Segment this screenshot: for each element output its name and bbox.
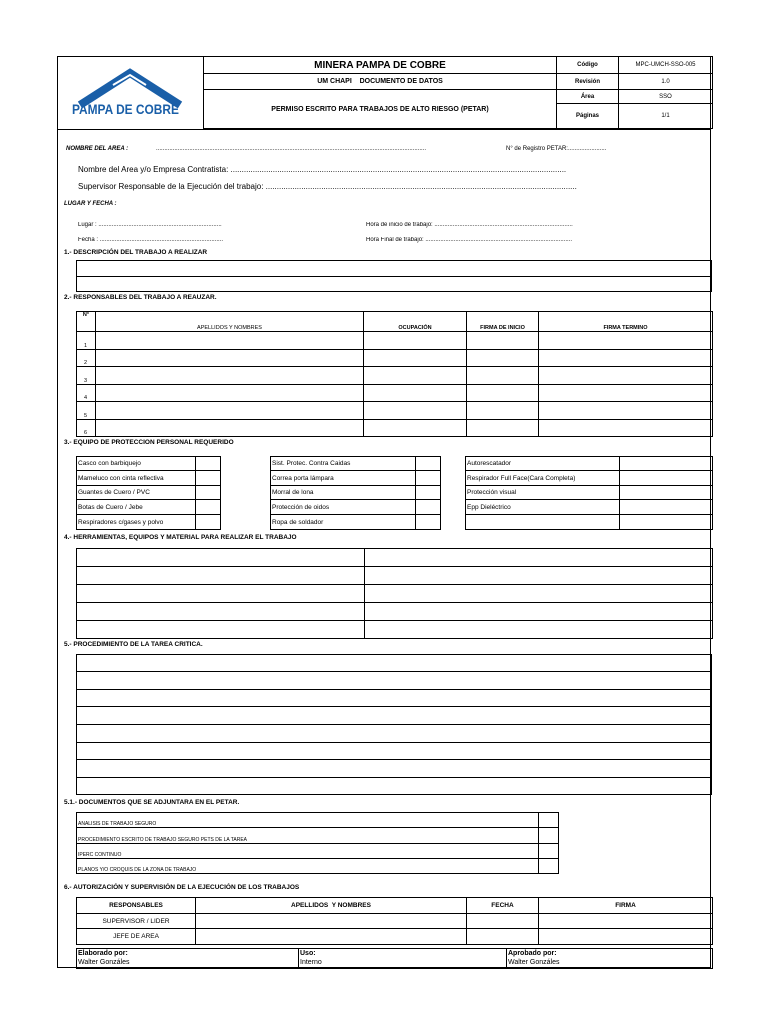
epp-item: [466, 515, 620, 530]
table-cell[interactable]: [196, 914, 467, 929]
descripcion-table: [76, 260, 712, 292]
documento-item: PROCEDIMIENTO ESCRITO DE TRABAJO SEGURO PETS DE LA TAREA: [77, 828, 539, 844]
table-cell[interactable]: [365, 621, 713, 639]
table-cell[interactable]: [467, 420, 539, 437]
area-value: SSO: [619, 90, 713, 104]
table-cell[interactable]: [96, 402, 364, 420]
epp-item: Ropa de soldador: [271, 515, 416, 530]
nombre-area-dots: ..................................................................................................................................................................: [156, 146, 427, 152]
col-ocupacion: OCUPACIÓN: [364, 312, 467, 332]
col-firma-inicio: FIRMA DE INICIO: [467, 312, 539, 332]
paginas-value: 1/1: [619, 104, 713, 129]
hora-final-line: Hora Final de trabajo: ........................................................................................: [366, 237, 573, 243]
gap: [221, 457, 271, 471]
table-cell[interactable]: [539, 367, 713, 385]
mountain-logo-icon: [58, 57, 203, 129]
elaborado-label: Elaborado por:: [78, 950, 128, 957]
table-cell[interactable]: [539, 350, 713, 367]
epp-item: Correa porta lámpara: [271, 471, 416, 486]
table-cell[interactable]: [539, 402, 713, 420]
header-table: [203, 56, 713, 129]
epp-item: Protección de oidos: [271, 500, 416, 515]
supervisor-line: Supervisor Responsable de la Ejecución del trabajo: ............................................................................................................................................: [78, 182, 577, 191]
empresa-line: Nombre del Area y/o Empresa Contratista: .......................................................................................................................................................: [78, 165, 567, 174]
epp-item: Respiradores c/gases y polvo: [77, 515, 196, 530]
aprobado-value: Walter Gonzáles: [508, 959, 560, 966]
table-cell[interactable]: [365, 549, 713, 567]
responsable-jefe: JEFE DE AREA: [77, 929, 196, 945]
gap: [221, 500, 271, 515]
documento-check[interactable]: [539, 828, 559, 844]
epp-check[interactable]: [196, 457, 221, 471]
epp-item: Respirador Full Face(Cara Completa): [466, 471, 620, 486]
table-cell[interactable]: [539, 332, 713, 350]
table-cell[interactable]: [364, 420, 467, 437]
documento-check[interactable]: [539, 813, 559, 828]
table-cell[interactable]: [365, 603, 713, 621]
epp-check[interactable]: [416, 486, 441, 500]
procedimiento-table: [76, 654, 712, 795]
table-cell[interactable]: [467, 332, 539, 350]
paginas-label: Páginas: [557, 104, 619, 129]
col-firma: FIRMA: [539, 898, 713, 914]
aprobado-cell: [507, 949, 713, 969]
epp-item: Casco con barbiquejo: [77, 457, 196, 471]
lugar-line: Lugar : ..........................................................................: [78, 222, 222, 228]
elaborado-value: Walter Gonzáles: [78, 959, 130, 966]
documento-check[interactable]: [539, 859, 559, 874]
documento-check[interactable]: [539, 844, 559, 859]
table-cell[interactable]: [539, 914, 713, 929]
section-2-title: 2.- RESPONSABLES DEL TRABAJO A REAUZAR.: [64, 294, 217, 301]
section-6-title: 6.- AUTORIZACIÓN Y SUPERVISIÓN DE LA EJECUCIÓN DE LOS TRABAJOS: [64, 884, 300, 891]
area-label: Área: [557, 90, 619, 104]
hora-inicio-line: Hora de inicio de trabajo: ...................................................................................: [366, 222, 573, 228]
elaborado-cell: [77, 949, 299, 969]
table-cell[interactable]: [96, 350, 364, 367]
documento-item: ANALISIS DE TRABAJO SEGURO: [77, 813, 539, 828]
documento-item: PLANOS Y/O CROQUIS DE LA ZONA DE TRABAJO: [77, 859, 539, 874]
gap: [221, 486, 271, 500]
epp-item: Epp Dieléctrico: [466, 500, 620, 515]
table-cell[interactable]: [539, 385, 713, 402]
procedimiento-line[interactable]: [77, 707, 712, 725]
nombre-area-label: NOMBRE DEL AREA :: [66, 146, 129, 152]
epp-item: Protección visual: [466, 486, 620, 500]
lugar-fecha-title: LUGAR Y FECHA :: [64, 201, 117, 207]
epp-check[interactable]: [416, 500, 441, 515]
row-number: 1: [77, 332, 96, 350]
gap: [441, 515, 466, 530]
table-cell[interactable]: [365, 567, 713, 585]
section-4-title: 4.- HERRAMIENTAS, EQUIPOS Y MATERIAL PARA REALIZAR EL TRABAJO: [64, 534, 297, 541]
logo: [58, 57, 203, 129]
fecha-line: Fecha : ..........................................................................: [78, 237, 224, 243]
logo-text: PAMPA DE COBRE: [72, 101, 179, 117]
epp-item: Morral de lona: [271, 486, 416, 500]
epp-check[interactable]: [416, 515, 441, 530]
responsable-supervisor: SUPERVISOR / LIDER: [77, 914, 196, 929]
uso-value: Interno: [300, 959, 322, 966]
registro-petar: N° de Registro PETAR:.......................: [506, 146, 607, 152]
codigo-value: MPC-UMCH-SSO-005: [619, 57, 713, 74]
table-cell[interactable]: [539, 929, 713, 945]
epp-check[interactable]: [620, 500, 713, 515]
epp-check[interactable]: [196, 486, 221, 500]
procedimiento-line[interactable]: [77, 725, 712, 743]
table-cell[interactable]: [467, 914, 539, 929]
table-cell[interactable]: [196, 929, 467, 945]
table-cell[interactable]: [467, 402, 539, 420]
gap: [221, 515, 271, 530]
table-cell[interactable]: [96, 420, 364, 437]
table-cell[interactable]: [77, 549, 365, 567]
row-number: 3: [77, 367, 96, 385]
col-responsables: RESPONSABLES: [77, 898, 196, 914]
section-51-title: 5.1.- DOCUMENTOS QUE SE ADJUNTARA EN EL PETAR.: [64, 799, 240, 806]
epp-check[interactable]: [620, 471, 713, 486]
table-cell[interactable]: [77, 603, 365, 621]
epp-item: Sist. Protec. Contra Caidas: [271, 457, 416, 471]
revision-value: 1.0: [619, 74, 713, 90]
table-cell[interactable]: [467, 350, 539, 367]
procedimiento-line[interactable]: [77, 778, 712, 795]
table-cell[interactable]: [77, 567, 365, 585]
uso-cell: [299, 949, 507, 969]
table-cell[interactable]: [96, 385, 364, 402]
col-fecha: FECHA: [467, 898, 539, 914]
col-apellidos-nombres: APELLIDOS Y NOMBRES: [196, 898, 467, 914]
row-number: 6: [77, 420, 96, 437]
company-name: MINERA PAMPA DE COBRE: [204, 57, 557, 74]
gap: [441, 500, 466, 515]
epp-check[interactable]: [416, 471, 441, 486]
gap: [441, 471, 466, 486]
table-cell[interactable]: [364, 385, 467, 402]
procedimiento-line[interactable]: [77, 760, 712, 778]
epp-item: Guantes de Cuero / PVC: [77, 486, 196, 500]
table-cell[interactable]: [365, 585, 713, 603]
section-5-title: 5.- PROCEDIMIENTO DE LA TAREA CRITICA.: [64, 641, 203, 648]
procedimiento-line[interactable]: [77, 672, 712, 690]
aprobado-label: Aprobado por:: [508, 950, 557, 957]
footer-table: [76, 948, 713, 969]
row-number: 5: [77, 402, 96, 420]
table-cell[interactable]: [539, 420, 713, 437]
section-1-title: 1.- DESCRIPCIÓN DEL TRABAJO A REALIZAR: [64, 249, 208, 256]
gap: [441, 486, 466, 500]
table-cell[interactable]: [96, 332, 364, 350]
epp-item: Autorescatador: [466, 457, 620, 471]
table-cell[interactable]: [96, 367, 364, 385]
procedimiento-line[interactable]: [77, 655, 712, 672]
table-cell[interactable]: [467, 367, 539, 385]
col-numero: N°: [77, 312, 96, 332]
table-cell[interactable]: [77, 585, 365, 603]
documento-item: IPERC CONTINUO: [77, 844, 539, 859]
table-cell[interactable]: [467, 929, 539, 945]
gap: [441, 457, 466, 471]
epp-check[interactable]: [196, 500, 221, 515]
epp-check[interactable]: [620, 486, 713, 500]
section-3-title: 3.- EQUIPO DE PROTECCION PERSONAL REQUERIDO: [64, 439, 234, 446]
epp-table: [76, 456, 713, 530]
descripcion-line[interactable]: [77, 261, 712, 277]
table-cell[interactable]: [77, 621, 365, 639]
row-number: 4: [77, 385, 96, 402]
epp-item: Mameluco con cinta reflectiva: [77, 471, 196, 486]
autorizacion-table: [76, 897, 713, 945]
epp-check[interactable]: [620, 515, 713, 530]
uso-label: Uso:: [300, 950, 316, 957]
subtitle: UM CHAPI DOCUMENTO DE DATOS: [204, 74, 557, 90]
procedimiento-line[interactable]: [77, 743, 712, 760]
epp-item: Botas de Cuero / Jebe: [77, 500, 196, 515]
epp-check[interactable]: [620, 457, 713, 471]
table-cell[interactable]: [364, 350, 467, 367]
epp-check[interactable]: [196, 515, 221, 530]
col-firma-termino: FIRMA TERMINO: [539, 312, 713, 332]
documentos-table: [76, 812, 559, 874]
gap: [221, 471, 271, 486]
table-cell[interactable]: [364, 402, 467, 420]
epp-check[interactable]: [196, 471, 221, 486]
header-divider: [57, 129, 711, 130]
col-apellidos: APELLIDOS Y NOMBRES: [96, 312, 364, 332]
table-cell[interactable]: [467, 385, 539, 402]
procedimiento-line[interactable]: [77, 690, 712, 707]
table-cell[interactable]: [364, 332, 467, 350]
responsables-table: [76, 311, 713, 437]
revision-label: Revisión: [557, 74, 619, 90]
table-cell[interactable]: [364, 367, 467, 385]
row-number: 2: [77, 350, 96, 367]
descripcion-line[interactable]: [77, 277, 712, 292]
codigo-label: Código: [557, 57, 619, 74]
doc-title: PERMISO ESCRITO PARA TRABAJOS DE ALTO RIESGO (PETAR): [204, 90, 557, 129]
herramientas-table: [76, 548, 713, 639]
epp-check[interactable]: [416, 457, 441, 471]
